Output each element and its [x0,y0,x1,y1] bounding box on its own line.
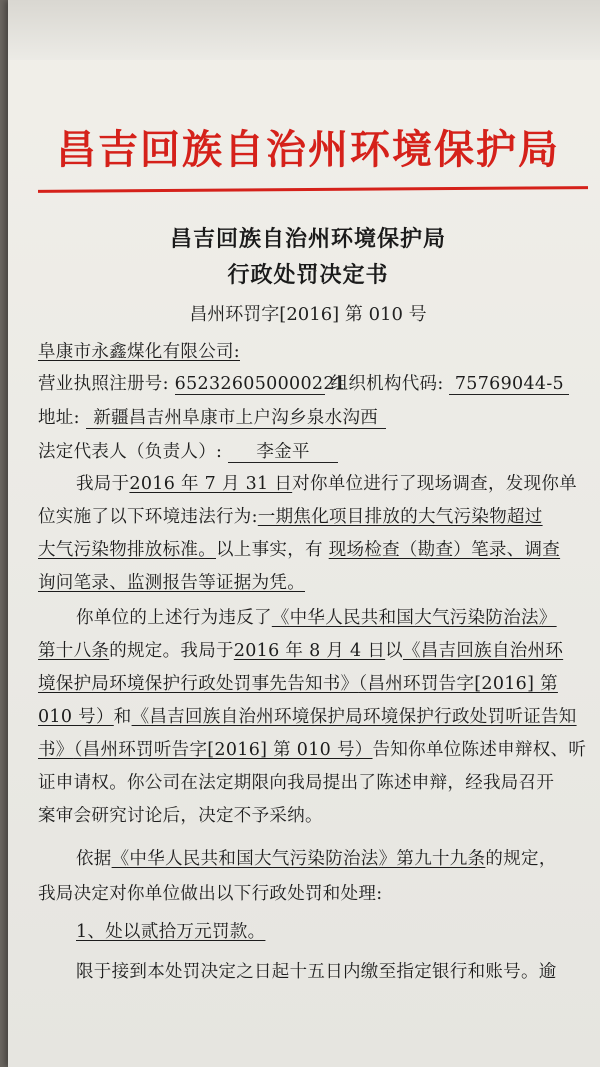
org-code-label: 组织机构代码: [330,374,444,394]
body-text: 的规定。我局于 [109,641,234,661]
address-label: 地址: [38,408,80,428]
address-line [38,404,386,429]
body-text: 案审会研究讨论后，决定不予采纳。 [38,806,323,826]
body-text: 告知你单位陈述申辩权、听 [372,740,587,760]
body-line-3 [38,536,560,561]
investigation-date: 2016 年 7 月 31 日 [129,474,293,494]
law-article: 第十八条 [38,641,110,661]
violation-text: 一期焦化项目排放的大气污染物超过 [257,507,543,527]
body-text: 你单位的上述行为违反了 [76,608,272,628]
body-line-6 [38,637,563,662]
law-name: 《中华人民共和国大气污染防治法》 [271,608,557,628]
notice-number: （昌州环罚告字[2016] 第 [358,674,558,694]
penalty-text: 1、处以贰拾万元罚款。 [76,922,266,942]
evidence-text: 询问笔录、监测报告等证据为凭。 [38,573,305,593]
body-line-5 [76,604,557,629]
evidence-text: 现场检查（勘查）笔录、调查 [328,540,561,560]
doc-title-agency: 昌吉回族自治州环境保护局 [169,227,446,252]
violation-text: 大气污染物排放标准。 [38,540,216,560]
legal-rep-label: 法定代表人（负责人）: [38,442,223,462]
recipient-name: 阜康市永鑫煤化有限公司: [38,342,240,362]
body-text: 限于接到本处罚决定之日起十五日内缴至指定银行和账号。逾 [76,962,557,982]
body-line-9 [38,736,586,761]
recipient-line [38,338,240,363]
body-line-13 [38,880,382,905]
document-page [8,0,600,1067]
body-line-11 [38,802,323,827]
body-text: 的规定， [485,849,557,869]
notice-title: 《昌吉回族自治州环 [402,641,564,661]
body-text: 对你单位进行了现场调查，发现你单 [292,474,577,494]
license-label: 营业执照注册号: [38,374,169,394]
body-line-2 [38,503,543,528]
body-text: 我局决定对你单位做出以下行政处罚和处理: [38,884,383,904]
body-line-12 [76,845,557,870]
address-value: 新疆昌吉州阜康市上户沟乡泉水沟西 [86,408,386,429]
notice-date: 2016 年 8 月 4 日 [233,641,386,661]
hearing-notice-number: （昌州环罚听告字[2016] 第 010 号） [73,740,373,760]
notice-title: 境保护局环境保护行政处罚事先告知书》 [38,674,359,694]
body-text: 位实施了以下环境违法行为: [38,507,258,527]
body-text: 我局于 [76,474,130,494]
body-text: 证申请权。你公司在法定期限向我局提出了陈述申辩，经我局召开 [38,773,555,793]
license-value: 652326050000221 [174,374,347,394]
body-line-15 [76,958,557,983]
penalty-item-1 [76,918,265,943]
body-line-8 [38,703,577,728]
law-basis: 《中华人民共和国大气污染防治法》第九十九条 [111,849,486,869]
letterhead-title: 昌吉回族自治州环境保护局 [56,127,560,173]
body-line-4 [38,569,305,594]
org-code-value: 75769044-5 [449,374,569,395]
hearing-notice-title: 《昌吉回族自治州环境保护局环境保护行政处罚听证告知 [131,707,577,727]
doc-number: 昌州环罚字[2016] 第 010 号 [189,304,427,325]
letterhead-red-rule [38,186,588,193]
legal-rep-value: 李金平 [228,442,338,463]
body-line-10 [38,769,554,794]
body-text: 以 [385,641,403,661]
doc-title-type: 行政处罚决定书 [227,263,389,288]
legal-rep-line [38,438,338,463]
body-line-1 [76,470,577,495]
hearing-notice-title: 书》 [38,740,74,760]
body-text: 依据 [76,849,112,869]
license-line [38,370,569,395]
page-top-shadow [8,0,600,60]
body-line-7 [38,670,558,695]
notice-number: 010 号） [38,707,114,727]
body-text: 以上事实，有 [216,540,323,560]
body-text: 和 [113,707,132,727]
